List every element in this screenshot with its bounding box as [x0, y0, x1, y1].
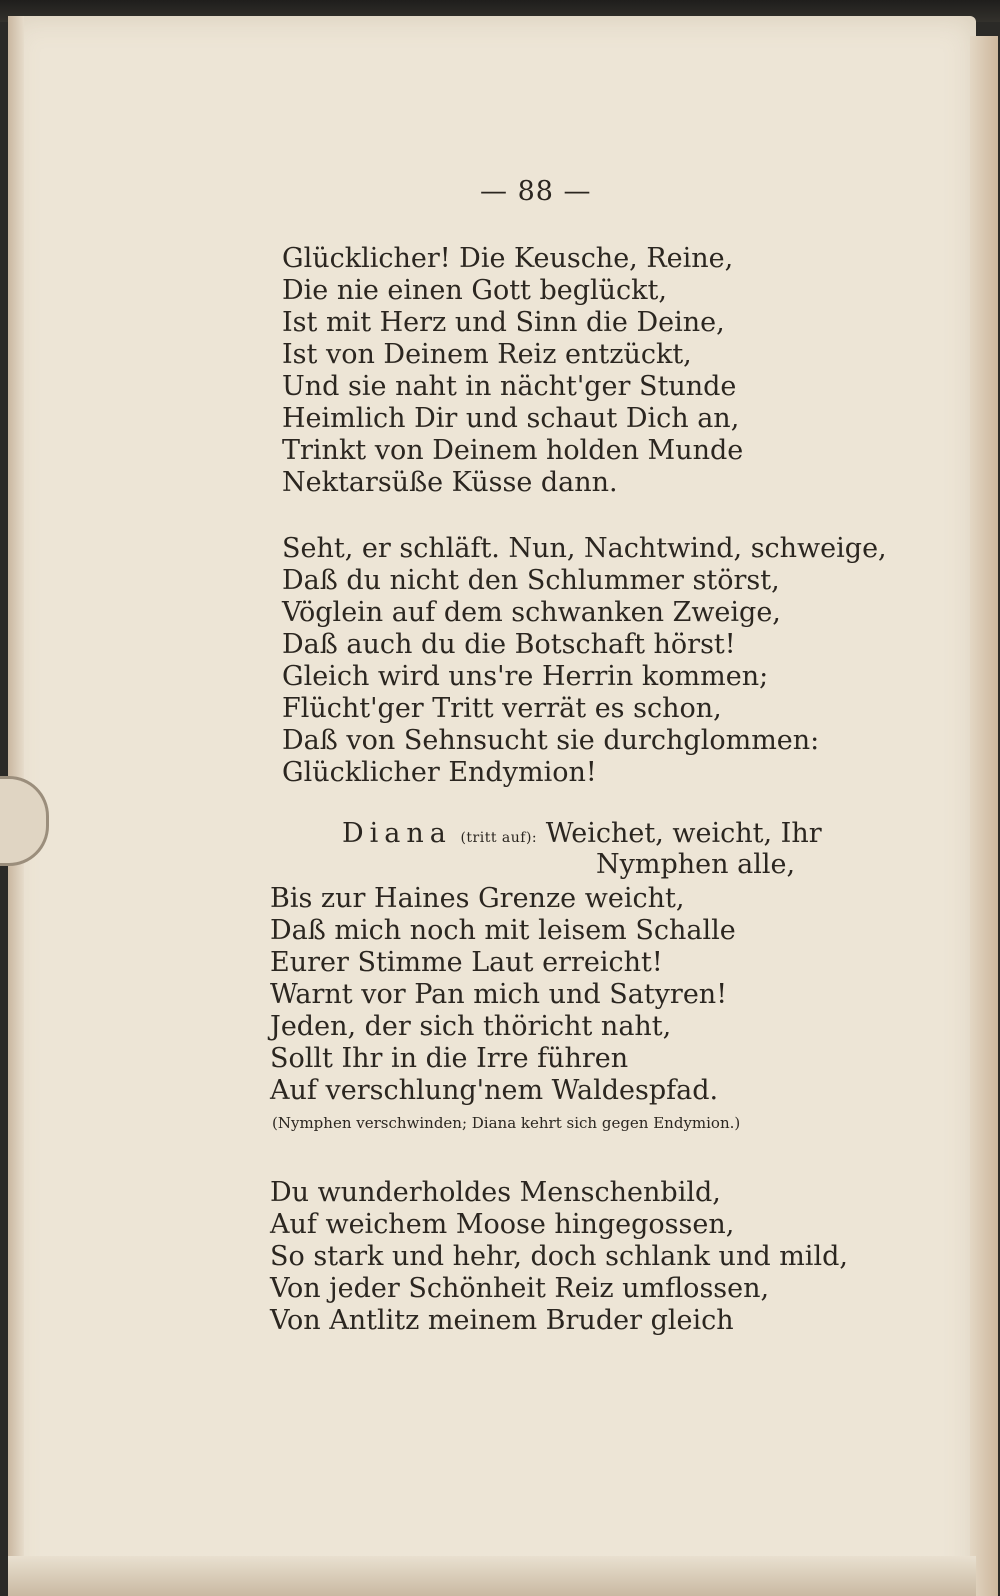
verse-line: Vöglein auf dem schwanken Zweige,	[282, 597, 781, 628]
verse-line: Bis zur Haines Grenze weicht,	[270, 883, 685, 914]
verse-line: Und sie naht in nächt'ger Stunde	[282, 371, 737, 402]
verse-line: Gleich wird uns're Herrin kommen;	[282, 661, 769, 692]
verse-line: Warnt vor Pan mich und Satyren!	[270, 979, 728, 1010]
verse-line: Heimlich Dir und schaut Dich an,	[282, 403, 740, 434]
verse-line: Sollt Ihr in die Irre führen	[270, 1043, 629, 1074]
page-right-edge	[970, 36, 998, 1596]
verse-line: Jeden, der sich thöricht naht,	[270, 1011, 672, 1042]
verse-line: Daß von Sehnsucht sie durchglommen:	[282, 725, 820, 756]
verse-line: So stark und hehr, doch schlank und mild,	[270, 1241, 848, 1272]
verse-line: Nymphen alle,	[596, 849, 796, 880]
stage-direction: (Nymphen verschwinden; Diana kehrt sich gegen Endymion.)	[272, 1114, 741, 1132]
verse-line: Von jeder Schönheit Reiz umflossen,	[270, 1273, 770, 1304]
speech-first-line: Weichet, weicht, Ihr	[545, 818, 822, 849]
verse-line: Trinkt von Deinem holden Munde	[282, 435, 744, 466]
speaker-name: Diana	[342, 818, 452, 849]
verse-line: Auf weichem Moose hingegossen,	[270, 1209, 735, 1240]
verse-line: Die nie einen Gott beglückt,	[282, 275, 667, 306]
verse-line: Du wunderholdes Menschenbild,	[270, 1177, 721, 1208]
verse-line: Auf verschlung'nem Waldespfad.	[270, 1075, 719, 1106]
verse-line: Daß du nicht den Schlummer störst,	[282, 565, 780, 596]
stage-note: (tritt auf):	[460, 830, 538, 846]
verse-line: Seht, er schläft. Nun, Nachtwind, schweige,	[282, 533, 887, 564]
verse-line: Flücht'ger Tritt verrät es schon,	[282, 693, 722, 724]
verse-line: Ist mit Herz und Sinn die Deine,	[282, 307, 725, 338]
verse-line: Nektarsüße Küsse dann.	[282, 467, 618, 498]
verse-line: Von Antlitz meinem Bruder gleich	[270, 1305, 734, 1336]
verse-line: Ist von Deinem Reiz entzückt,	[282, 339, 692, 370]
speaker-line	[342, 818, 822, 849]
verse-line: Glücklicher! Die Keusche, Reine,	[282, 243, 734, 274]
verse-line: Eurer Stimme Laut erreicht!	[270, 947, 663, 978]
verse-line: Daß auch du die Botschaft hörst!	[282, 629, 736, 660]
verse-line: Daß mich noch mit leisem Schalle	[270, 915, 736, 946]
verse-line: Glücklicher Endymion!	[282, 757, 597, 788]
page-number: — 88 —	[480, 176, 592, 207]
